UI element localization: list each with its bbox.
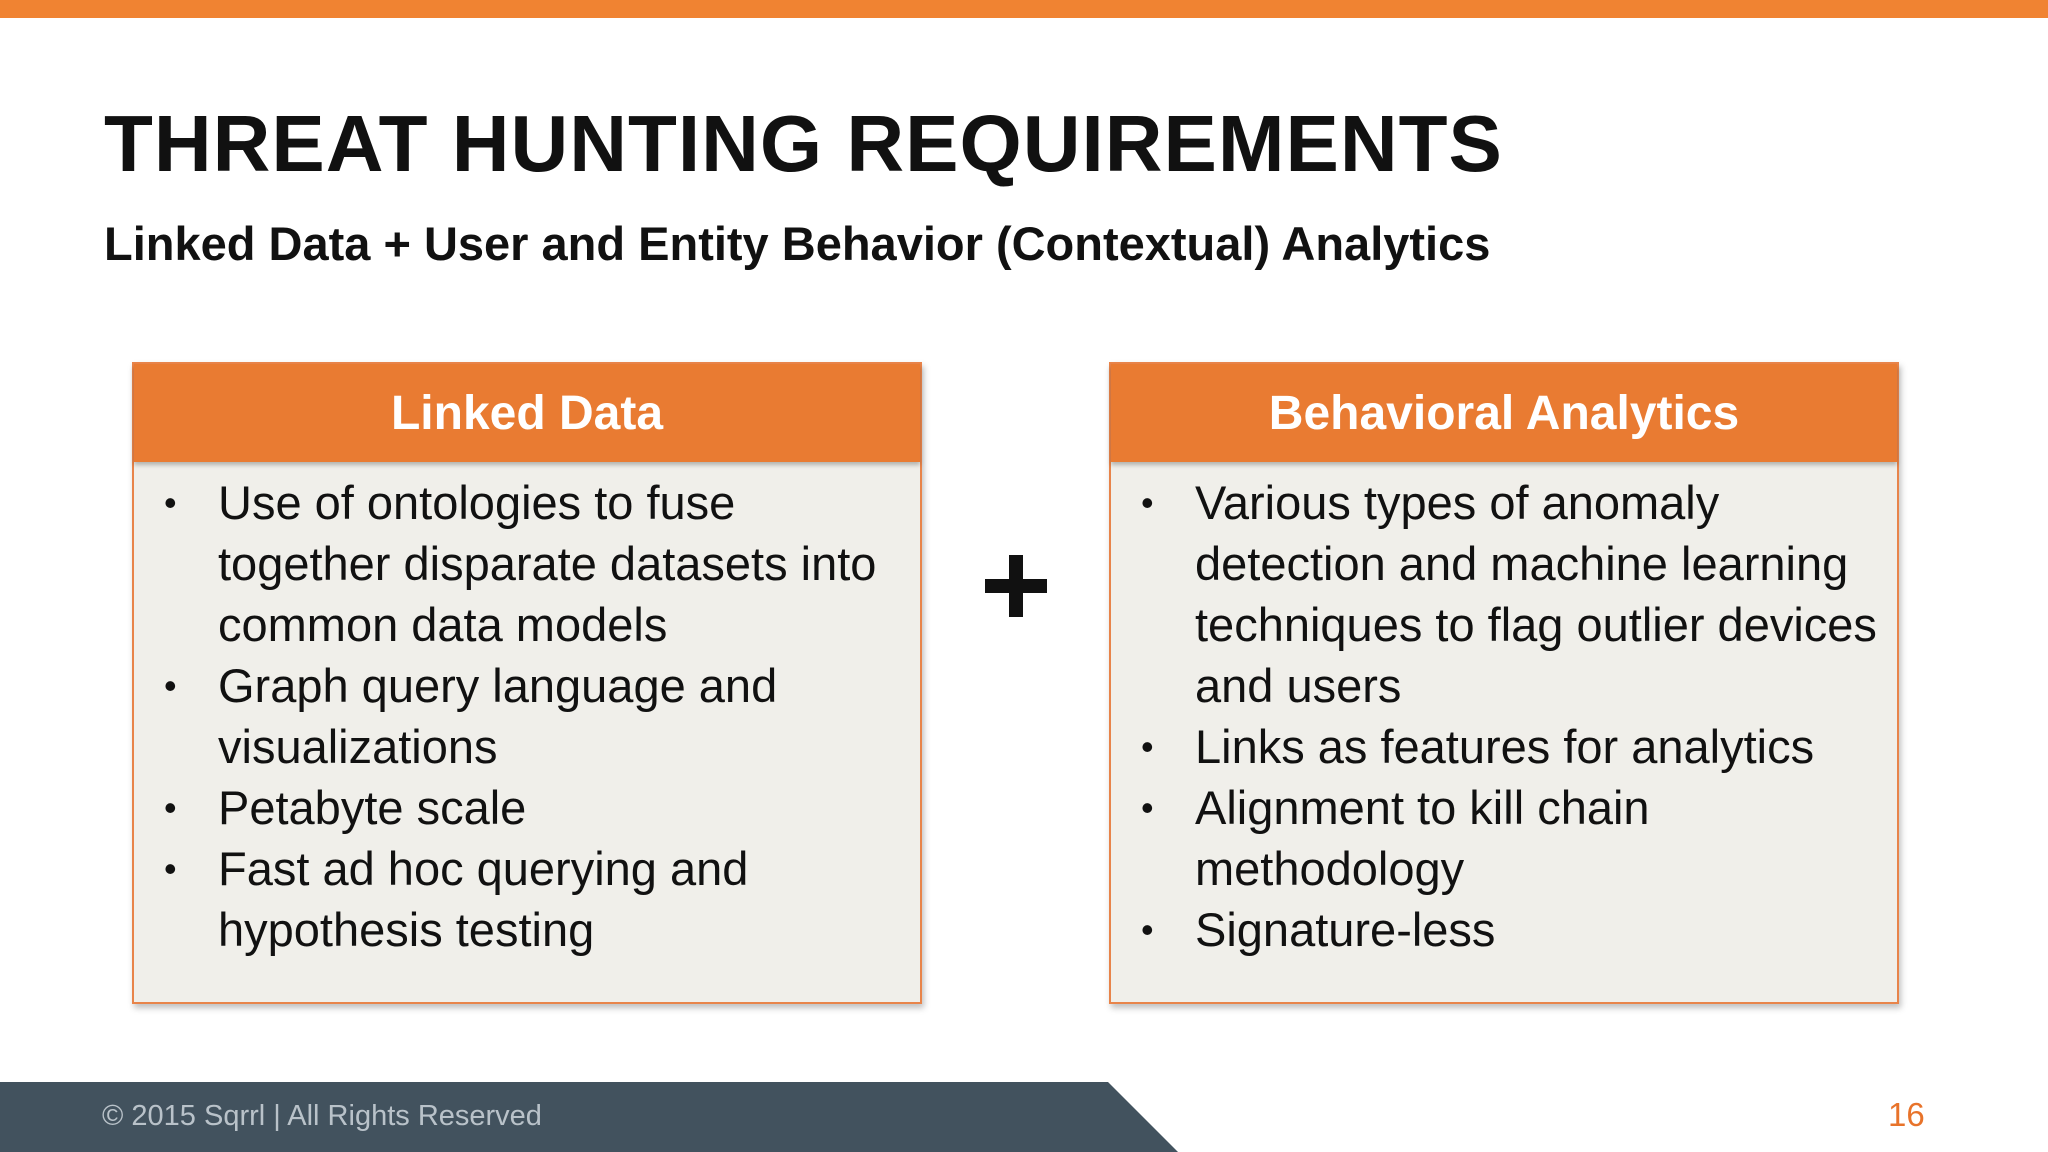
slide-title: THREAT HUNTING REQUIREMENTS (104, 99, 1503, 188)
list-item-text: Alignment to kill chain methodology (1195, 781, 1650, 895)
copyright-text: © 2015 Sqrrl | All Rights Reserved (102, 1100, 542, 1132)
list-item (1131, 899, 1877, 960)
bullet-icon: • (1141, 787, 1154, 828)
top-accent-bar (0, 0, 2048, 18)
bullet-icon: • (1141, 909, 1154, 950)
list-item (154, 777, 900, 838)
linked-data-panel (132, 362, 922, 1004)
bullet-icon: • (164, 665, 177, 706)
list-item-text: Use of ontologies to fuse together disparate datasets into common data models (218, 476, 877, 651)
bullet-icon: • (1141, 482, 1154, 523)
page-number: 16 (1888, 1096, 1925, 1133)
bullet-icon: • (164, 482, 177, 523)
behavioral-analytics-panel (1109, 362, 1899, 1004)
list-item (1131, 777, 1877, 899)
list-item (154, 472, 900, 655)
bullet-icon: • (164, 787, 177, 828)
list-item (1131, 472, 1877, 716)
list-item-text: Links as features for analytics (1195, 720, 1815, 773)
list-item-text: Petabyte scale (218, 781, 527, 834)
bullet-icon: • (1141, 726, 1154, 767)
behavioral-analytics-list (1111, 462, 1897, 960)
list-item-text: Graph query language and visualizations (218, 659, 778, 773)
list-item (154, 838, 900, 960)
behavioral-analytics-panel-header: Behavioral Analytics (1111, 364, 1897, 462)
list-item-text: Various types of anomaly detection and machine learning techniques to flag outlier devices and users (1195, 476, 1877, 712)
list-item-text: Fast ad hoc querying and hypothesis testing (218, 842, 749, 956)
linked-data-panel-header: Linked Data (134, 364, 920, 462)
slide-subtitle: Linked Data + User and Entity Behavior (Contextual) Analytics (104, 217, 1491, 270)
list-item (1131, 716, 1877, 777)
plus-icon (985, 555, 1047, 617)
list-item-text: Signature-less (1195, 903, 1496, 956)
list-item (154, 655, 900, 777)
linked-data-list (134, 462, 920, 960)
bullet-icon: • (164, 848, 177, 889)
